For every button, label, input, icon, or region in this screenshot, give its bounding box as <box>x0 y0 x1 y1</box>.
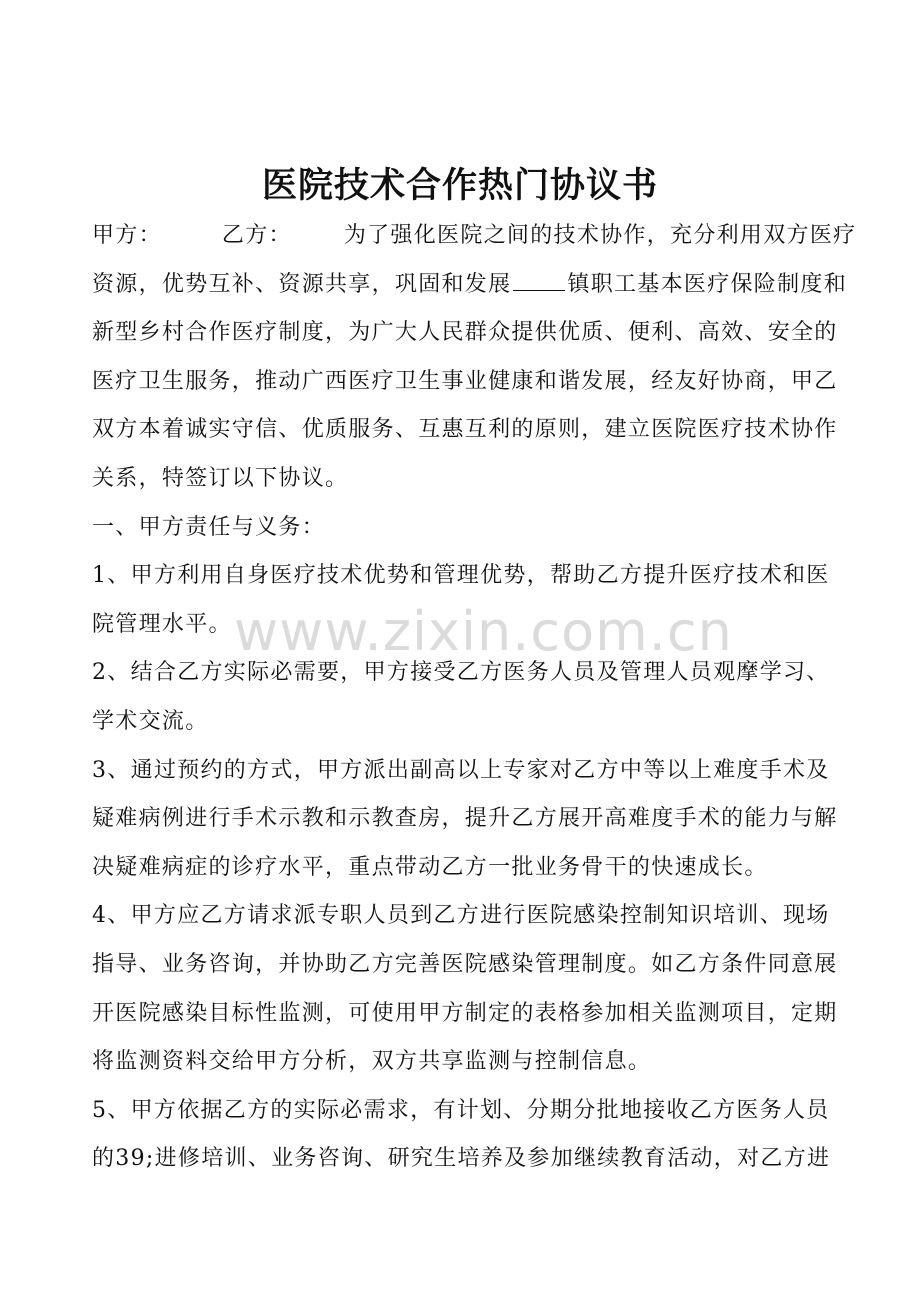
text-line-14: 决疑难病症的诊疗水平，重点带动乙方一批业务骨干的快速成长。 <box>92 854 768 880</box>
watermark: www.zixin.com.cn <box>234 600 733 663</box>
line-1-text: 为了强化医院之间的技术协作，充分利用双方医疗 <box>343 223 857 248</box>
text-line-1 <box>92 212 857 261</box>
text-line-17: 开医院感染目标性监测，可使用甲方制定的表格参加相关监测项目，定期 <box>92 1000 838 1026</box>
text-line-12: 3、通过预约的方式，甲方派出副高以上专家对乙方中等以上难度手术及 <box>92 757 830 783</box>
text-line-5: 双方本着诚实守信、优质服务、互惠互利的原则，建立医院医疗技术协作 <box>92 417 838 443</box>
document-body <box>92 212 857 1184</box>
text-line-10: 2、结合乙方实际必需要，甲方接受乙方医务人员及管理人员观摩学习、 <box>92 660 830 686</box>
line-2-before-blank: 资源，优势互补、资源共享，巩固和发展 <box>92 271 512 297</box>
text-line-8: 1、甲方利用自身医疗技术优势和管理优势，帮助乙方提升医疗技术和医 <box>92 563 830 589</box>
section-heading-1: 一、甲方责任与义务： <box>92 514 326 540</box>
text-line-3: 新型乡村合作医疗制度，为广大人民群众提供优质、便利、高效、安全的 <box>92 320 838 346</box>
text-line-6: 关系，特签订以下协议。 <box>92 465 349 491</box>
document-title: 医院技术合作热门协议书 <box>261 166 658 206</box>
text-line-4: 医疗卫生服务，推动广西医疗卫生事业健康和谐发展，经友好协商，甲乙 <box>92 368 838 394</box>
party-b-label: 乙方： <box>221 223 292 248</box>
text-line-2 <box>92 261 848 310</box>
text-line-13: 疑难病例进行手术示教和示教查房，提升乙方展开高难度手术的能力与解 <box>92 806 838 832</box>
text-line-20: 的39;进修培训、业务咨询、研究生培养及参加继续教育活动，对乙方进 <box>92 1146 831 1172</box>
text-line-19: 5、甲方依据乙方的实际必需求，有计划、分期分批地接收乙方医务人员 <box>92 1097 830 1123</box>
text-line-15: 4、甲方应乙方请求派专职人员到乙方进行医院感染控制知识培训、现场 <box>92 903 830 929</box>
text-line-11: 学术交流。 <box>92 708 209 734</box>
line-2-after-blank: 镇职工基本医疗保险制度和 <box>567 271 848 297</box>
party-a-label: 甲方： <box>92 223 162 248</box>
text-line-9: 院管理水平。 <box>92 611 232 637</box>
text-line-16: 指导、业务咨询，并协助乙方完善医院感染管理制度。如乙方条件同意展 <box>92 951 838 977</box>
fill-in-blank <box>513 274 565 291</box>
text-line-18: 将监测资料交给甲方分析，双方共享监测与控制信息。 <box>92 1049 652 1075</box>
